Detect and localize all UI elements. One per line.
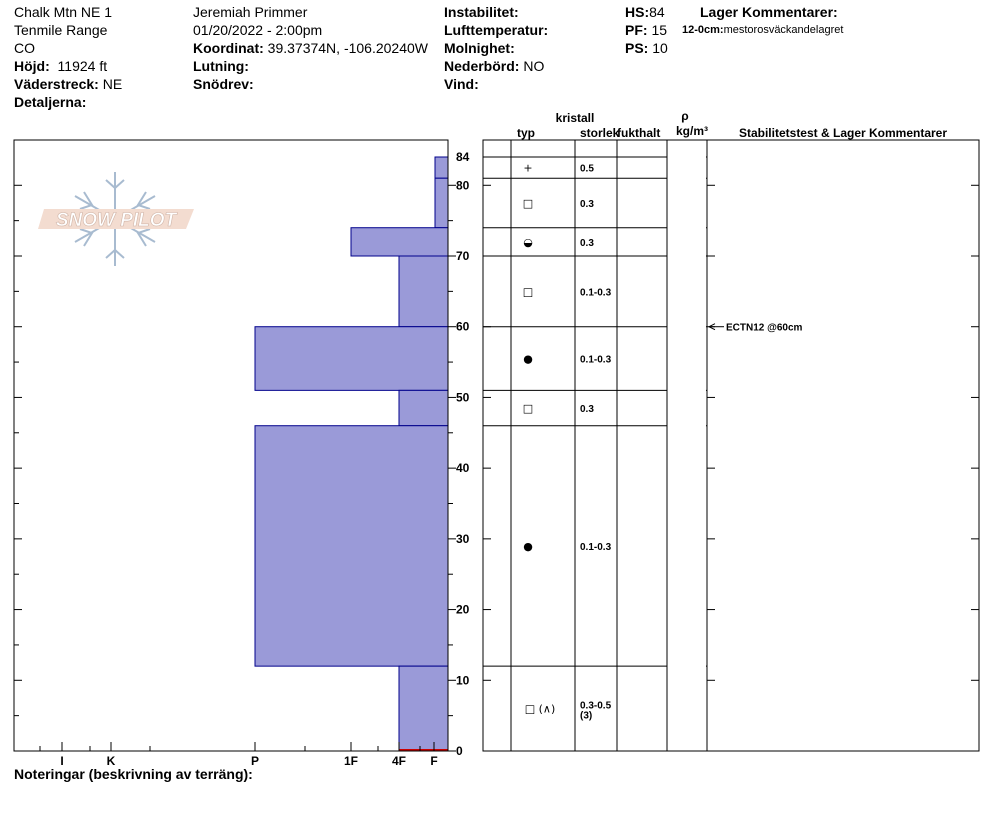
- layer-comment-text: mestorosväckandelagret: [723, 24, 844, 36]
- x-tick-label: 4F: [391, 754, 407, 768]
- hardness-bar: [399, 666, 448, 751]
- crystal-type-symbol: □: [522, 196, 534, 210]
- crystal-size: 0.1-0.3: [580, 287, 612, 299]
- wind-label: Vind:: [444, 76, 479, 92]
- x-tick-label: F: [430, 754, 438, 768]
- crystal-size: 0.1-0.3: [580, 541, 612, 553]
- state: CO: [14, 40, 35, 56]
- crystal-size: 0.3: [580, 237, 594, 249]
- hardness-bar: [255, 426, 448, 666]
- hs-value: 84: [649, 4, 665, 20]
- precip-label: Nederbörd:: [444, 58, 520, 74]
- datetime: 01/20/2022 - 2:00pm: [193, 22, 323, 38]
- y-tick-label: 50: [456, 390, 470, 405]
- y-tick-label: 0: [456, 744, 463, 758]
- table-headers: [517, 109, 947, 140]
- crystal-size-extra: (3): [580, 710, 593, 722]
- airtemp-label: Lufttemperatur:: [444, 22, 549, 38]
- crystal-type-symbol: ●: [523, 352, 533, 366]
- precip-value: NO: [523, 58, 545, 74]
- crystal-type-symbol: □ (∧): [524, 702, 556, 716]
- header-crystal: kristall: [555, 111, 595, 125]
- ps-label: PS:: [625, 40, 649, 56]
- logo-text: SNOW PILOT: [55, 210, 177, 231]
- hs-label: HS:: [625, 4, 650, 20]
- aspect-value: NE: [102, 76, 123, 92]
- crystal-type-symbol: □: [522, 285, 534, 299]
- crystal-type-symbol: +: [523, 161, 533, 175]
- hardness-bar: [435, 178, 448, 228]
- header-moisture: fukthalt: [617, 126, 661, 140]
- hardness-bar: [399, 390, 448, 425]
- y-tick-label: 40: [456, 461, 470, 476]
- crystal-type-symbol: ◒: [523, 235, 533, 249]
- stability-test-label: ECTN12 @60cm: [726, 322, 803, 334]
- x-tick-label: I: [60, 754, 64, 768]
- sky-label: Molnighet:: [444, 40, 515, 56]
- crystal-type-symbol: ●: [523, 539, 533, 553]
- hardness-bar: [435, 157, 448, 178]
- crystal-type-symbol: □: [522, 402, 534, 416]
- slope-label: Lutning:: [193, 58, 249, 74]
- header-rho: ρ: [681, 109, 689, 123]
- hardness-profile: [255, 157, 448, 751]
- range-name: Tenmile Range: [14, 22, 108, 38]
- site-name: Chalk Mtn NE 1: [14, 4, 113, 20]
- header-density-unit: kg/m³: [675, 124, 709, 138]
- hardness-bar: [399, 256, 448, 327]
- crystal-size: 0.1-0.3: [580, 354, 612, 366]
- y-tick-label: 80: [456, 178, 470, 193]
- crystal-size: 0.5: [580, 163, 594, 175]
- instability-label: Instabilitet:: [444, 4, 519, 20]
- y-tick-label: 60: [456, 319, 470, 334]
- y-tick-label: 30: [456, 531, 470, 546]
- y-tick-label: 70: [456, 249, 470, 263]
- crystal-size: 0.3-0.5: [580, 700, 612, 712]
- coord-label: Koordinat:: [193, 40, 264, 56]
- observer: Jeremiah Primmer: [193, 4, 308, 20]
- x-tick-label: P: [250, 754, 260, 768]
- elevation-label: Höjd:: [14, 58, 50, 74]
- notes-label: Noteringar (beskrivning av terräng):: [14, 766, 253, 782]
- x-tick-label: 1F: [343, 754, 359, 768]
- crystal-size: 0.3: [580, 198, 594, 210]
- y-tick-label: 20: [456, 602, 470, 617]
- pf-value: 15: [651, 22, 668, 38]
- y-tick-label: 10: [456, 673, 470, 688]
- layer-comment-range: 12-0cm:: [682, 24, 724, 36]
- aspect-label: Väderstreck:: [14, 76, 99, 92]
- elevation-value: 11924 ft: [57, 58, 108, 74]
- x-tick-label: K: [106, 754, 116, 768]
- crystal-size: 0.3: [580, 404, 594, 416]
- table-frame: [483, 140, 979, 751]
- hardness-bar: [255, 327, 448, 391]
- hardness-bar: [351, 228, 448, 256]
- layer-table: [483, 140, 979, 751]
- header-type: typ: [517, 126, 535, 140]
- pf-label: PF:: [625, 22, 648, 38]
- y-tick-label: 84: [456, 150, 470, 164]
- details-label: Detaljerna:: [14, 94, 87, 110]
- coord-value: 39.37374N, -106.20240W: [267, 40, 428, 56]
- layer-comments-label: Lager Kommentarer:: [700, 4, 838, 20]
- header-size: storlek: [580, 126, 620, 140]
- ps-value: 10: [652, 40, 668, 56]
- header-stability: Stabilitetstest & Lager Kommentarer: [738, 126, 948, 140]
- wind-transport-label: Snödrev:: [193, 76, 254, 92]
- snowpilot-logo: [38, 172, 194, 266]
